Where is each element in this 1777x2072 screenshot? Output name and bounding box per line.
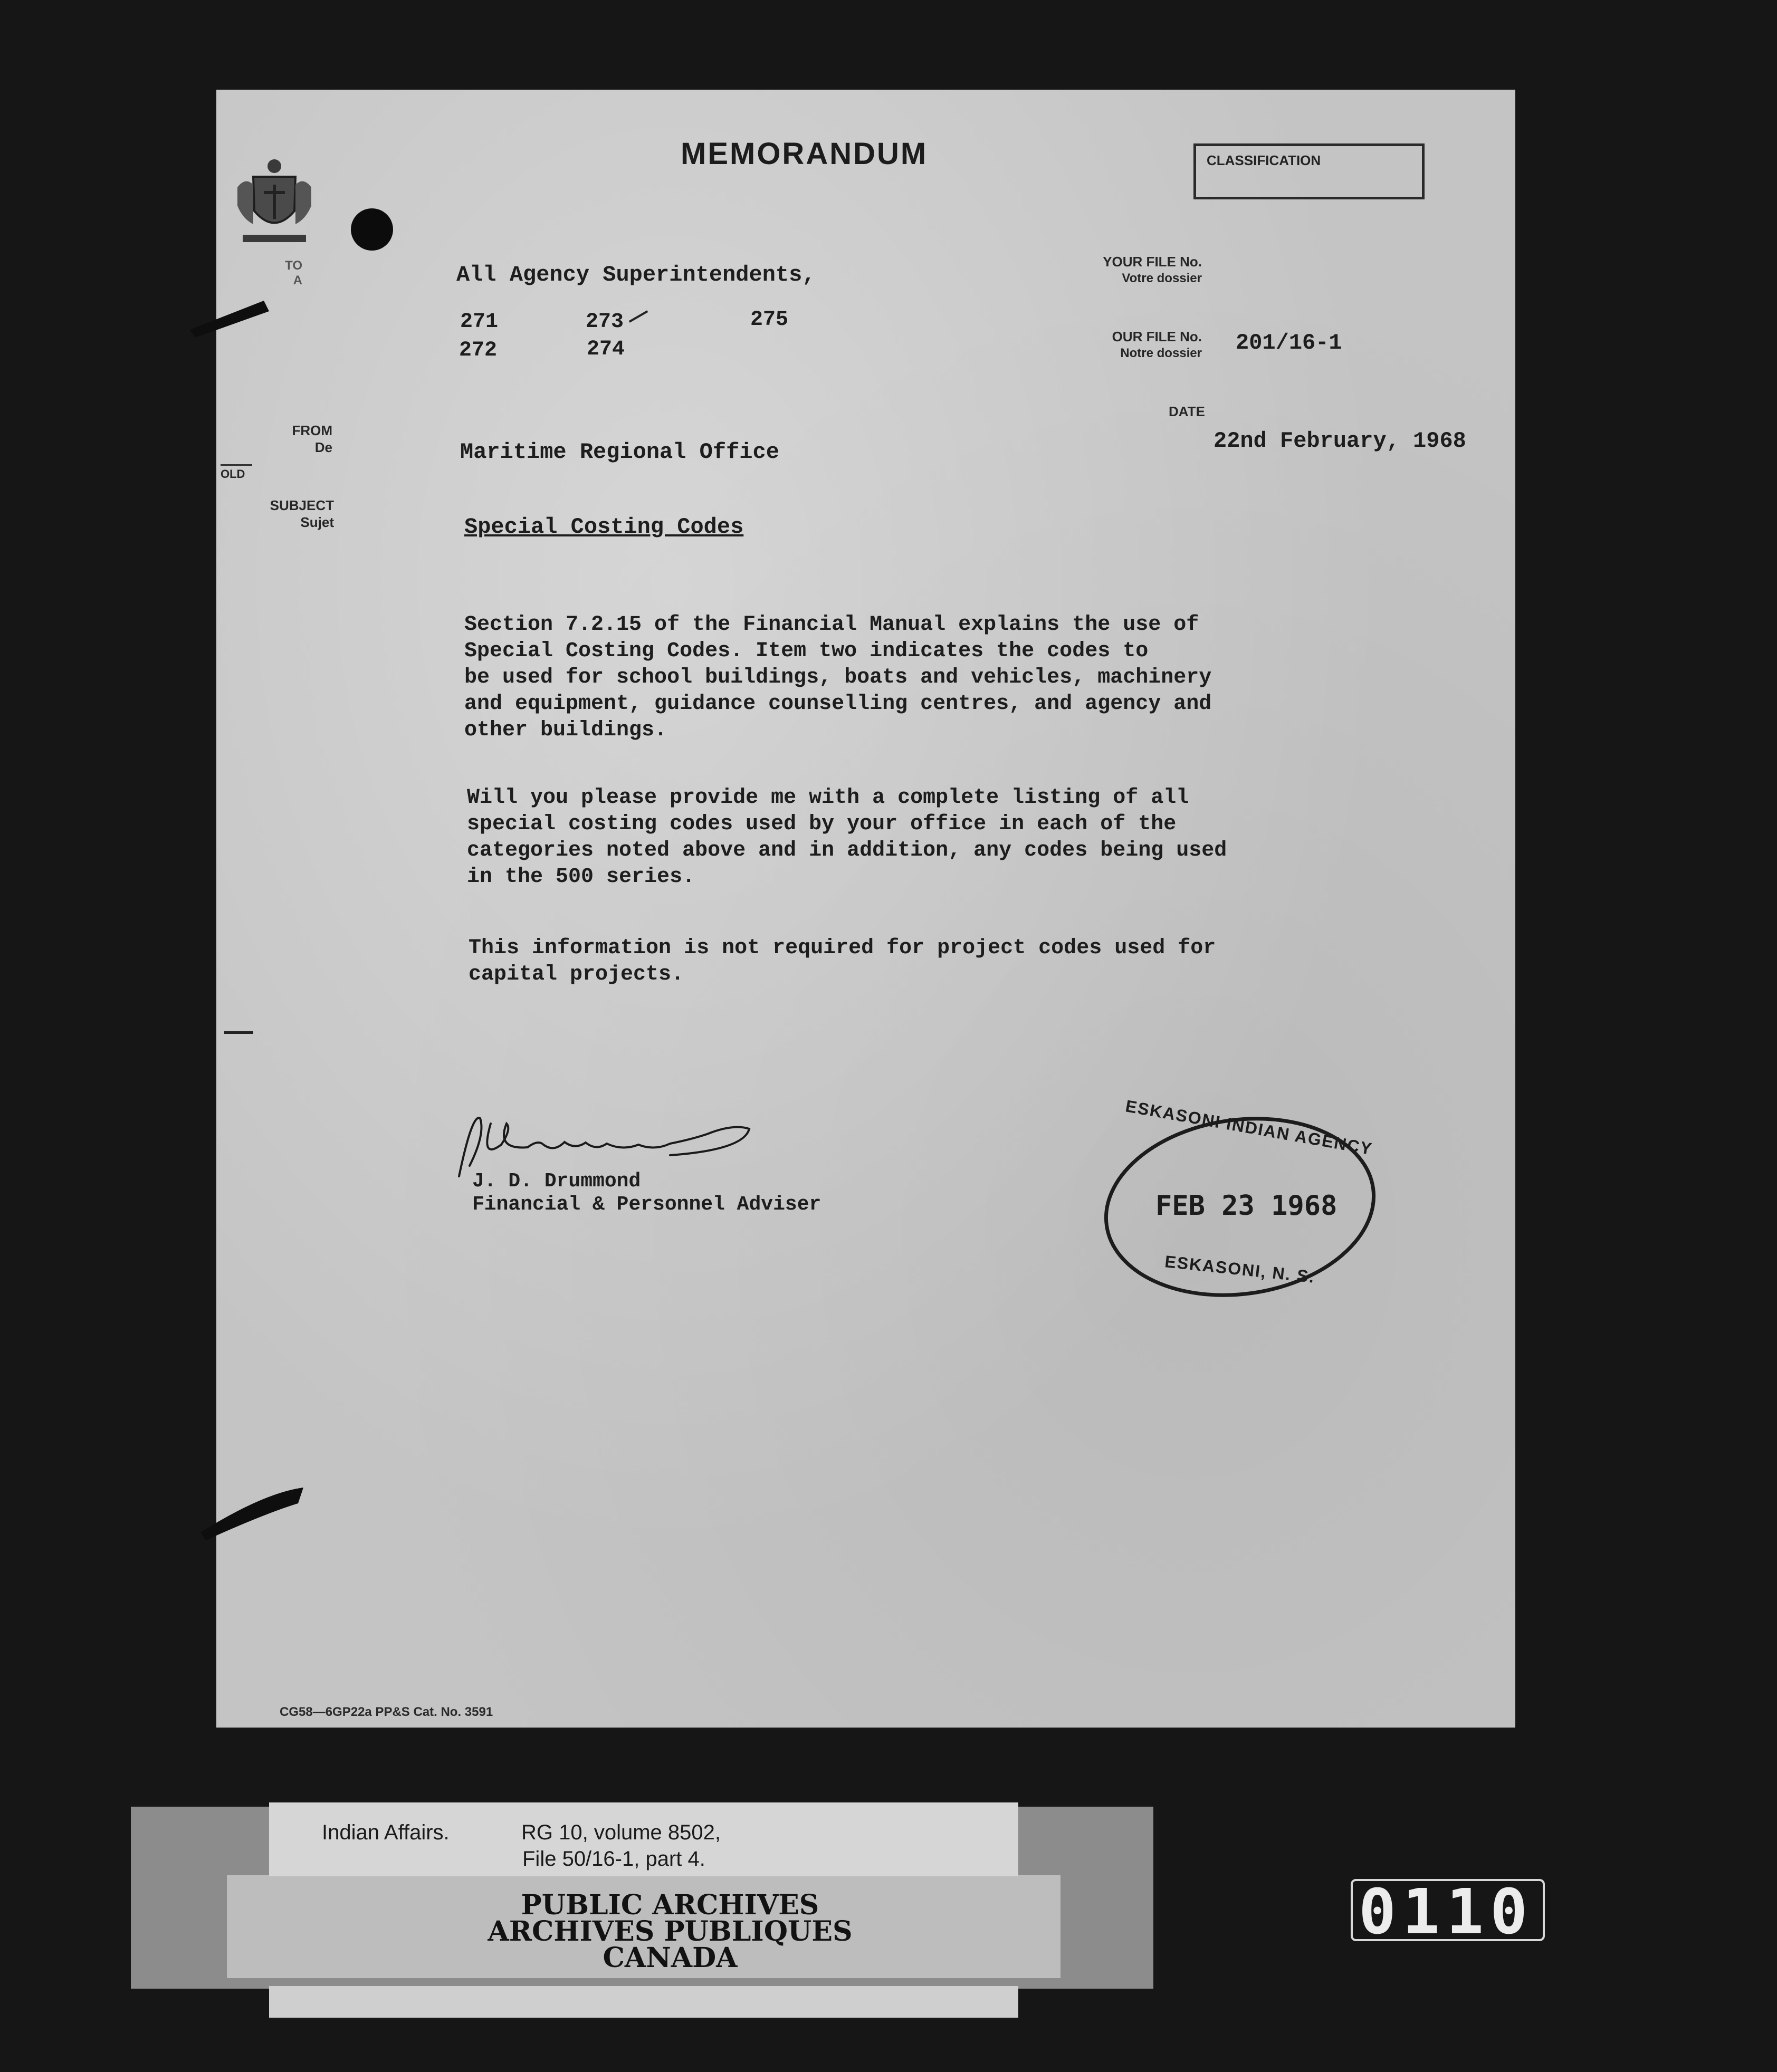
paragraph-line: special costing codes used by your office in each of the [467,812,1177,836]
paragraph-line: and equipment, guidance counselling centres, and agency and [464,692,1212,716]
from-label: FROM De [292,423,332,455]
paragraph-line: Will you please provide me with a complete listing of all [467,786,1189,810]
memo-date: 22nd February, 1968 [1214,428,1466,454]
our-file-number: 201/16-1 [1236,330,1342,356]
punch-hole [351,208,393,251]
signer-title: Financial & Personnel Adviser [472,1193,821,1216]
archive-reference-line: File 50/16-1, part 4. [522,1847,705,1870]
fold-mark [224,1031,253,1034]
stamp-date: FEB 23 1968 [1155,1190,1337,1222]
agency-code: 272 [459,339,498,362]
from-office: Maritime Regional Office [460,439,779,465]
stamp-location: ESKASONI, N. S. [1163,1252,1316,1287]
archive-name: PUBLIC ARCHIVES [521,1889,819,1921]
paragraph-line: be used for school buildings, boats and vehicles, machinery [464,666,1212,689]
agency-code: 274 [587,338,625,361]
agency-code: 275 [750,308,789,332]
signer-name: J. D. Drummond [472,1170,641,1193]
form-catalogue-number: CG58—6GP22a PP&S Cat. No. 3591 [280,1705,493,1719]
coat-of-arms-icon [232,156,317,251]
archive-name: ARCHIVES PUBLIQUES [488,1915,853,1948]
paragraph-line: in the 500 series. [467,865,695,889]
frame-number: 0110 [1359,1875,1534,1948]
classification-label: CLASSIFICATION [1207,152,1321,168]
memo-title: MEMORANDUM [681,137,928,171]
paper-clip-top [190,280,269,338]
agency-code: 271 [460,310,499,334]
agency-receipt-stamp [1097,1096,1382,1307]
archive-card-bottom [269,1986,1018,2018]
archive-name: CANADA [603,1942,738,1974]
fold-line [221,464,252,466]
paragraph-line: Special Costing Codes. Item two indicates the codes to [464,639,1149,663]
paper-clip-bottom [200,1482,306,1540]
to-label: TO A [285,258,302,287]
our-file-label: OUR FILE No. Notre dossier [1112,329,1202,360]
archive-department: Indian Affairs. [322,1821,450,1844]
paragraph-line: Section 7.2.15 of the Financial Manual explains the use of [464,613,1199,637]
your-file-label: YOUR FILE No. Votre dossier [1103,254,1202,285]
date-label: DATE [1169,404,1205,419]
subject-label: SUBJECT Sujet [270,497,334,530]
stamp-agency-name: ESKASONI INDIAN AGENCY [1124,1096,1374,1159]
paragraph-line: other buildings. [464,718,667,742]
paragraph-line: capital projects. [469,963,684,986]
paragraph-line: This information is not required for project codes used for [469,936,1216,960]
fold-label: OLD [221,467,245,481]
classification-box [1193,143,1425,199]
to-recipients: All Agency Superintendents, [456,262,816,287]
memo-subject: Special Costing Codes [464,514,744,540]
archive-reference-line: RG 10, volume 8502, [521,1821,721,1844]
agency-code: 273 [586,310,624,334]
paragraph-line: categories noted above and in addition, any codes being used [467,839,1227,862]
